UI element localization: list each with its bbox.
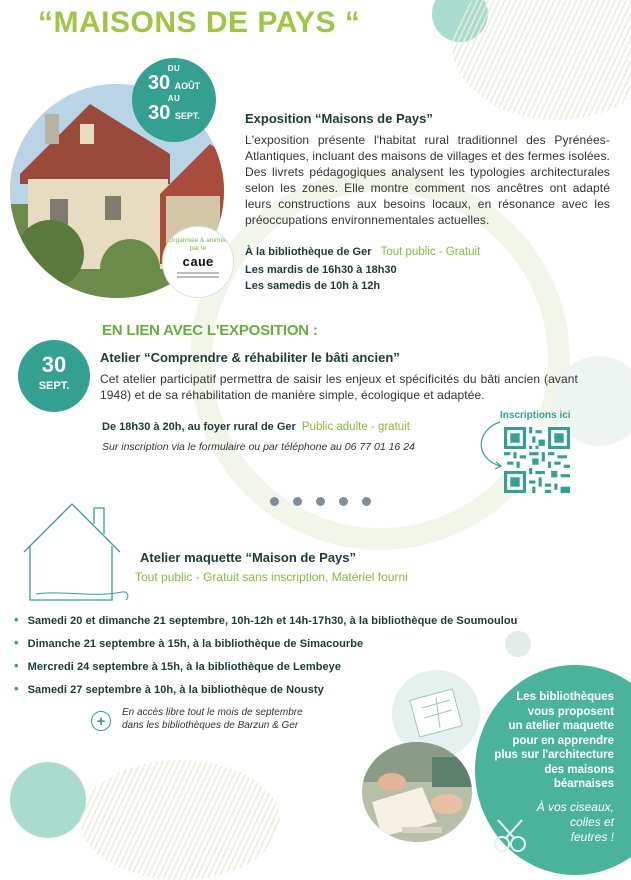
list-item: • Samedi 20 et dimanche 21 septembre, 10h-12h et 14h-17h30, à la bibliothèque de Soumoulou: [14, 613, 517, 628]
atelier1-time: De 18h30 à 20h, au foyer rural de Ger: [102, 421, 296, 433]
separator-dot: [339, 497, 348, 506]
atelier1-description: Cet atelier participatif permettra de saisir les enjeux et spécificités du bâti ancien (avant 1948) et de sa réhabilitation de manière simple, écologique et adaptée.: [100, 372, 578, 402]
qr-label: Inscriptions ici: [500, 410, 571, 421]
organizer-badge: [162, 226, 234, 298]
expo-location-line: [245, 246, 480, 258]
expo-description: L'exposition présente l'habitat rural traditionnel des Pyrénées-Atlantiques, incluant des maisons de villages et des fermes isolées. Des livrets pédagogiques analysent les typologies architecturales selon les zones. Elle montre comment nos ancêtres ont adapté leurs constructions aux besoins locaux, en résonance avec les préoccupations environnementales actuelles.: [245, 133, 610, 228]
children-photo: [362, 742, 472, 842]
children-crafting-illustration: [362, 742, 472, 842]
section-heading: EN LIEN AVEC L'EXPOSITION :: [102, 322, 318, 339]
promo-line: un atelier maquette: [508, 720, 614, 732]
qr-code-icon: [504, 427, 570, 493]
promo-line: vous proposent: [527, 705, 614, 718]
date-day-end: 30: [148, 102, 171, 124]
deco-stripes-bottom: [80, 760, 280, 880]
expo-schedule-1: Les mardis de 16h30 à 18h30: [245, 264, 397, 276]
free-access-line-1: En accès libre tout le mois de septembre: [122, 707, 303, 718]
promo-tagline-line: feutres !: [570, 830, 614, 844]
atelier1-title: Atelier “Comprendre & réhabiliter le bâti ancien”: [100, 350, 400, 365]
caue-logo-line: [177, 276, 219, 278]
caue-logo: caue: [182, 255, 214, 270]
date-day-start: 30: [147, 72, 171, 94]
house-outline-icon: [22, 500, 132, 615]
separator-dot: [316, 497, 325, 506]
list-item: • Mercredi 24 septembre à 15h, à la bibliothèque de Lembeye: [14, 659, 517, 674]
atelier-date-day: 30: [41, 352, 67, 377]
separator-dot: [293, 497, 302, 506]
expo-title: Exposition “Maisons de Pays”: [245, 111, 433, 126]
list-item: • Dimanche 21 septembre à 15h, à la bibliothèque de Simacourbe: [14, 636, 517, 651]
expo-date-badge: [132, 58, 216, 142]
promo-line: pour en apprendre: [512, 734, 614, 747]
separator-dot: [270, 497, 279, 506]
atelier-date-badge: [18, 340, 90, 412]
promo-line: Les bibliothèques: [516, 691, 614, 703]
free-access-line-2: dans les bibliothèques de Barzun & Ger: [122, 720, 299, 731]
atelier-date-month: SEPT.: [38, 380, 70, 392]
date-au-label: AU: [167, 94, 181, 103]
atelier1-registration: Sur inscription via le formulaire ou par téléphone au 06 77 01 16 24: [102, 441, 415, 453]
promo-tagline-line: colles et: [569, 815, 614, 829]
registration-qr-code[interactable]: [504, 427, 570, 493]
deco-circle-bottom-left: [10, 762, 86, 838]
promo-line: plus sur l'architecture: [494, 749, 614, 761]
list-item: • Samedi 27 septembre à 10h, à la bibliothèque de Nousty: [14, 682, 517, 697]
craft-supplies-icon: [488, 816, 548, 856]
date-du-label: DU: [167, 64, 181, 73]
expo-audience: Tout public - Gratuit: [380, 246, 481, 258]
promo-line: béarnaises: [553, 778, 614, 790]
atelier1-audience: Public adulte - gratuit: [301, 421, 410, 433]
promo-tagline-line: À vos ciseaux,: [536, 800, 614, 814]
page-title: “MAISONS DE PAYS “: [38, 6, 361, 39]
plus-icon: +: [91, 711, 111, 731]
atelier2-title: Atelier maquette “Maison de Pays”: [140, 550, 357, 565]
promo-line: des maisons: [544, 763, 614, 776]
dots-separator: [270, 493, 385, 511]
organizer-text: Organisée & animée par le: [168, 237, 228, 252]
date-month-end: SEPT.: [174, 111, 200, 121]
free-access-note: [122, 706, 303, 732]
caue-logo-line: [177, 272, 219, 274]
promo-text: [486, 690, 614, 792]
date-month-start: AOÛT: [174, 81, 201, 91]
atelier1-time-line: [102, 421, 410, 433]
separator-dot: [362, 497, 371, 506]
expo-location: À la bibliothèque de Ger: [245, 246, 372, 258]
expo-schedule-2: Les samedis de 10h à 12h: [245, 280, 381, 292]
deco-stripes-top-right: [452, 0, 631, 120]
atelier2-subtitle: Tout public - Gratuit sans inscription, Matériel fourni: [135, 570, 408, 584]
